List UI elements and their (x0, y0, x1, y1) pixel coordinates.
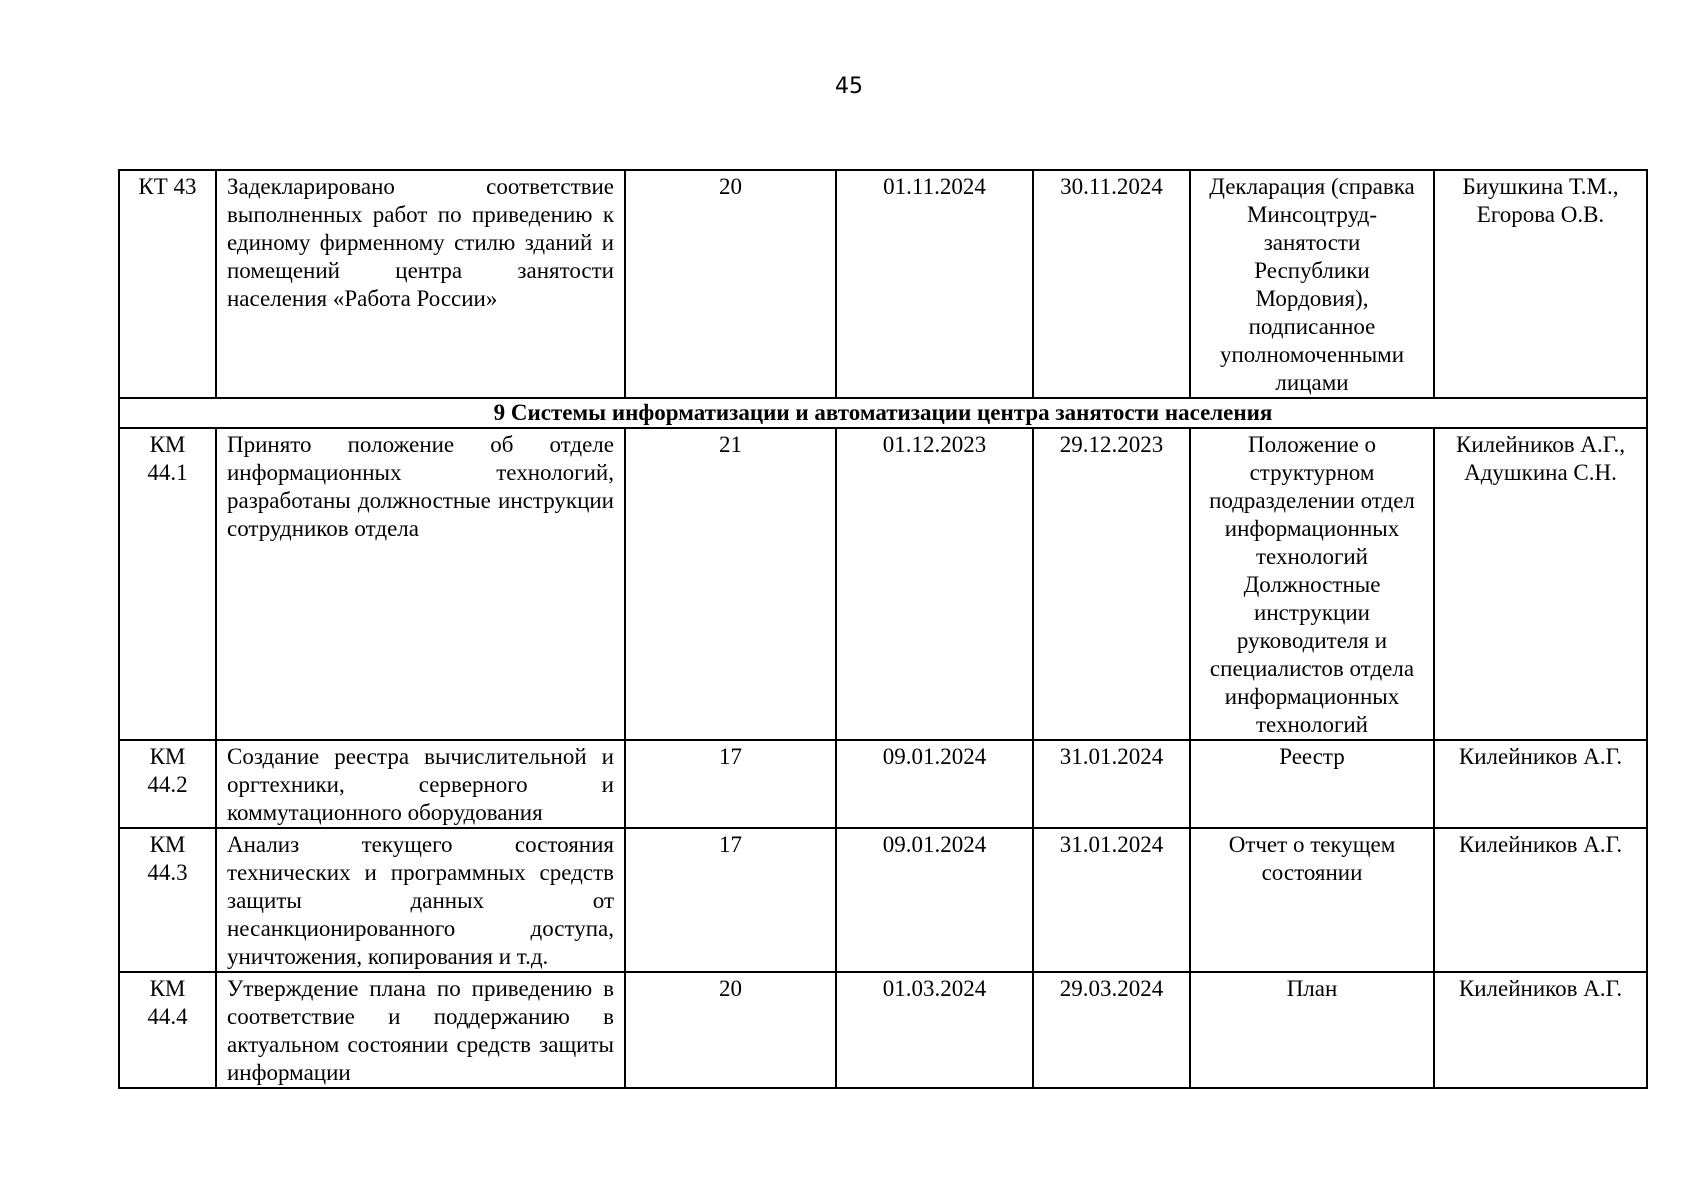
document-line: подразделении отдел (1209, 488, 1415, 513)
responsible-line: Адушкина С.Н. (1464, 460, 1617, 485)
row-code: КТ 43 (119, 170, 216, 398)
document-line: руководителя и (1236, 628, 1388, 653)
document-line: структурном (1249, 460, 1375, 485)
row-number: 20 (625, 972, 836, 1088)
row-code: КМ 44.3 (119, 828, 216, 972)
section-row (119, 398, 1647, 428)
row-end-date: 29.03.2024 (1033, 972, 1190, 1088)
row-end-date: 31.01.2024 (1033, 828, 1190, 972)
row-code: КМ 44.4 (119, 972, 216, 1088)
responsible-line: Биушкина Т.М., (1462, 174, 1619, 199)
row-start-date: 09.01.2024 (836, 828, 1033, 972)
row-description: Задекларировано соответствие выполненных работ по приведению к единому фирменному стилю зданий и помещений центра занятости населения «Работа России» (216, 170, 625, 398)
document-line: информационных (1224, 516, 1400, 541)
document-line: лицами (1275, 370, 1349, 395)
section-title: 9 Системы информатизации и автоматизации центра занятости населения (119, 398, 1647, 428)
document-line: информационных (1224, 684, 1400, 709)
responsible-line: Килейников А.Г. (1458, 832, 1623, 857)
document-line: Реестр (1279, 744, 1345, 769)
row-document (1190, 828, 1434, 972)
row-number: 20 (625, 170, 836, 398)
row-start-date: 09.01.2024 (836, 740, 1033, 828)
table-row-km-44-1 (119, 428, 1647, 740)
row-code: КМ 44.2 (119, 740, 216, 828)
row-description: Создание реестра вычислительной и оргтехники, серверного и коммутационного оборудования (216, 740, 625, 828)
row-responsible (1434, 828, 1647, 972)
row-end-date: 29.12.2023 (1033, 428, 1190, 740)
document-line: технологий (1256, 712, 1368, 737)
table-row-km-44-4 (119, 972, 1647, 1088)
responsible-line: Килейников А.Г., (1456, 432, 1625, 457)
table-row-km-44-3 (119, 828, 1647, 972)
row-document (1190, 428, 1434, 740)
responsible-line: Егорова О.В. (1476, 202, 1605, 227)
document-line: Республики (1254, 258, 1370, 283)
document-line: инструкции (1254, 600, 1370, 625)
row-end-date: 30.11.2024 (1033, 170, 1190, 398)
document-line: технологий (1256, 544, 1368, 569)
table-row-km-44-2 (119, 740, 1647, 828)
row-end-date: 31.01.2024 (1033, 740, 1190, 828)
table-row-kt-43 (119, 170, 1647, 398)
row-number: 17 (625, 740, 836, 828)
row-start-date: 01.11.2024 (836, 170, 1033, 398)
responsible-line: Килейников А.Г. (1458, 744, 1623, 769)
document-line: подписанное (1248, 314, 1376, 339)
page-number: 45 (835, 74, 863, 99)
document-line: специалистов отдела (1209, 656, 1415, 681)
row-responsible (1434, 972, 1647, 1088)
row-document (1190, 740, 1434, 828)
document-line: занятости (1263, 230, 1361, 255)
row-code: КМ 44.1 (119, 428, 216, 740)
row-description: Утверждение плана по приведению в соответствие и поддержанию в актуальном состоянии средств защиты информации (216, 972, 625, 1088)
row-document (1190, 170, 1434, 398)
row-responsible (1434, 170, 1647, 398)
responsible-line: Килейников А.Г. (1458, 976, 1623, 1001)
row-start-date: 01.03.2024 (836, 972, 1033, 1088)
document-line: Декларация (справка (1209, 174, 1415, 199)
document-line: Положение о (1247, 432, 1377, 457)
document-line: План (1286, 976, 1338, 1001)
row-description: Принято положение об отделе информационных технологий, разработаны должностные инструкции сотрудников отдела (216, 428, 625, 740)
row-start-date: 01.12.2023 (836, 428, 1033, 740)
row-description: Анализ текущего состояния технических и программных средств защиты данных от несанкционированного доступа, уничтожения, копирования и т.д. (216, 828, 625, 972)
document-line: уполномоченными (1219, 342, 1405, 367)
row-responsible (1434, 740, 1647, 828)
row-number: 17 (625, 828, 836, 972)
document-line: Минсоцтруд- (1246, 202, 1378, 227)
row-document (1190, 972, 1434, 1088)
document-line: Отчет о текущем (1228, 832, 1396, 857)
row-responsible (1434, 428, 1647, 740)
document-line: Должностные (1243, 572, 1381, 597)
row-number: 21 (625, 428, 836, 740)
plan-table (118, 169, 1648, 1089)
document-line: состоянии (1261, 860, 1363, 885)
document-line: Мордовия), (1255, 286, 1369, 311)
